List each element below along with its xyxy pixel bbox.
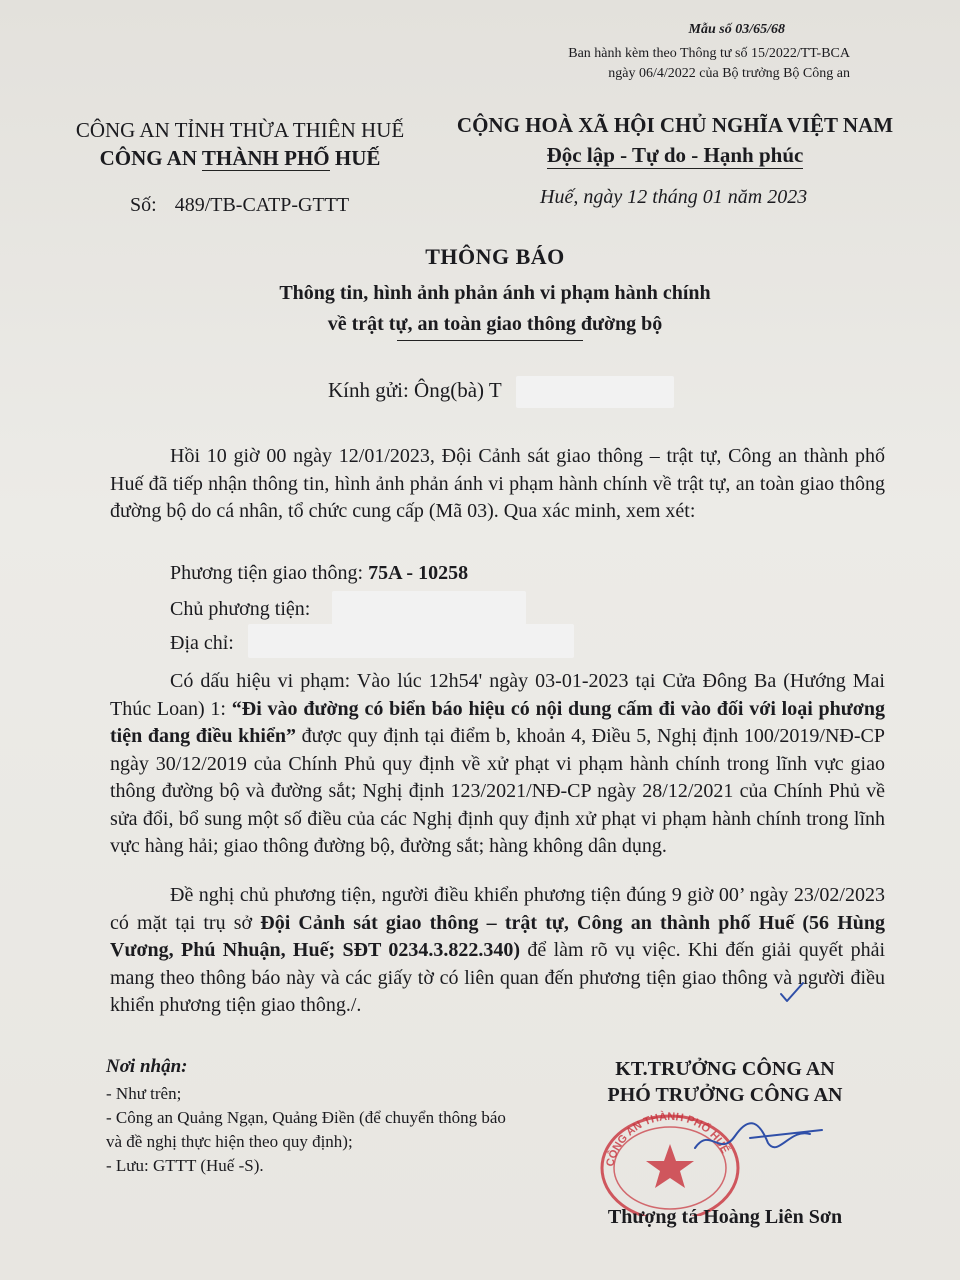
agency-name-post: HUẾ xyxy=(329,146,381,170)
document-number-label: Số: xyxy=(130,194,157,216)
svg-text:CÔNG AN THÀNH PHỐ HUẾ: CÔNG AN THÀNH PHỐ HUẾ xyxy=(604,1110,731,1168)
recipients-list xyxy=(106,1082,526,1178)
address-field-label: Địa chỉ: xyxy=(170,632,234,654)
document-subtitle-line2: về trật tự, an toàn giao thông đường bộ xyxy=(327,313,663,335)
document-number-value: 489/TB-CATP-GTTT xyxy=(174,194,350,216)
place-date: Huế, ngày 12 tháng 01 năm 2023 xyxy=(540,186,808,208)
title-divider xyxy=(397,340,583,341)
vehicle-plate: 75A - 10258 xyxy=(368,562,469,584)
issued-with-line1: Ban hành kèm theo Thông tư số 15/2022/TT-BCA xyxy=(568,46,850,61)
document-title: THÔNG BÁO xyxy=(425,244,565,269)
signer-name: Thượng tá Hoàng Liên Sơn xyxy=(607,1206,843,1228)
signer-role-line1: KT.TRƯỞNG CÔNG AN xyxy=(615,1058,835,1080)
redacted-owner xyxy=(332,591,526,625)
paragraph-request xyxy=(110,882,885,1020)
signer-role-line2: PHÓ TRƯỞNG CÔNG AN xyxy=(607,1084,843,1106)
handwritten-signature-icon xyxy=(690,1108,830,1168)
handwritten-check-icon xyxy=(778,978,806,1006)
paragraph-violation xyxy=(110,668,885,861)
vehicle-label: Phương tiện giao thông: xyxy=(170,562,369,584)
recipient-item: - Như trên; xyxy=(106,1084,182,1103)
issued-with xyxy=(450,44,850,84)
national-motto: Độc lập - Tự do - Hạnh phúc xyxy=(546,143,804,167)
violation-intro: Có dấu hiệu vi phạm: Vào lúc 12h54' ngày 03-01-2023 tại Cửa Đông Ba (Hướng Mai Thúc Loan) 1: xyxy=(110,670,885,720)
document-number xyxy=(130,194,349,217)
redacted-recipient-name xyxy=(516,376,674,408)
owner-field-label: Chủ phương tiện: xyxy=(170,598,311,620)
agency-name-underlined: THÀNH PHỐ xyxy=(201,146,330,170)
recipient-item: - Công an Quảng Ngạn, Quảng Điền (để chuyển thông báo và đề nghị thực hiện theo quy định); xyxy=(106,1108,506,1151)
request-details: để làm rõ vụ việc. Khi đến giải quyết phải mang theo thông báo này và các giấy tờ có liên quan đến phương tiện giao thông và người điều khiển phương tiện giao thông./. xyxy=(110,939,886,1016)
agency-parent: CÔNG AN TỈNH THỪA THIÊN HUẾ xyxy=(75,118,405,142)
agency-name xyxy=(100,144,381,172)
issued-with-line2: ngày 06/4/2022 của Bộ trưởng Bộ Công an xyxy=(608,66,850,81)
redacted-address xyxy=(248,624,574,658)
national-header xyxy=(440,110,910,170)
recipients-title: Nơi nhận: xyxy=(106,1056,188,1077)
violation-legal-basis: được quy định tại điểm b, khoản 4, Điều 5, Nghị định 100/2019/NĐ-CP ngày 30/12/2019 của Chính Phủ quy định về xử phạt vi phạm hành chính trong lĩnh vực giao thông đường bộ và đường sắt; Nghị định 123/2021/NĐ-CP ngày 28/12/2021 của Chính Phủ về sửa đổi, bổ sung một số điều của các Nghị định quy định xử phạt vi phạm hành chính trong lĩnh vực hàng hải; giao thông đường bộ, đường sắt; hàng không dân dụng. xyxy=(110,725,885,857)
agency-name-pre: CÔNG AN xyxy=(99,146,202,170)
form-number: Mẫu số 03/65/68 xyxy=(688,22,785,37)
vehicle-field xyxy=(170,562,468,585)
violation-description: “Đi vào đường có biển báo hiệu có nội dung cấm đi vào đối với loại phương tiện đang điều khiển” xyxy=(110,697,885,747)
nation-name: CỘNG HOÀ XÃ HỘI CHỦ NGHĨA VIỆT NAM xyxy=(456,113,894,137)
office-address: Đội Cảnh sát giao thông – trật tự, Công an thành phố Huế (56 Hùng Vương, Phú Nhuận, Huế; SĐT 0234.3.822.340) xyxy=(110,911,885,961)
salutation: Kính gửi: Ông(bà) T xyxy=(328,378,502,402)
document-subtitle-line1: Thông tin, hình ảnh phản ánh vi phạm hành chính xyxy=(279,282,711,304)
issuing-agency xyxy=(50,116,430,172)
request-intro: Đề nghị chủ phương tiện, người điều khiển phương tiện đúng 9 giờ 00’ ngày 23/02/2023 có mặt tại trụ sở xyxy=(110,884,885,934)
recipient-item: - Lưu: GTTT (Huế -S). xyxy=(106,1156,264,1175)
paragraph-intro: Hồi 10 giờ 00 ngày 12/01/2023, Đội Cảnh sát giao thông – trật tự, Công an thành phố Huế đã tiếp nhận thông tin, hình ảnh phản ánh vi phạm hành chính về trật tự, an toàn giao thông đường bộ do cá nhân, tổ chức cung cấp (Mã 03). Qua xác minh, xem xét: xyxy=(110,445,885,522)
